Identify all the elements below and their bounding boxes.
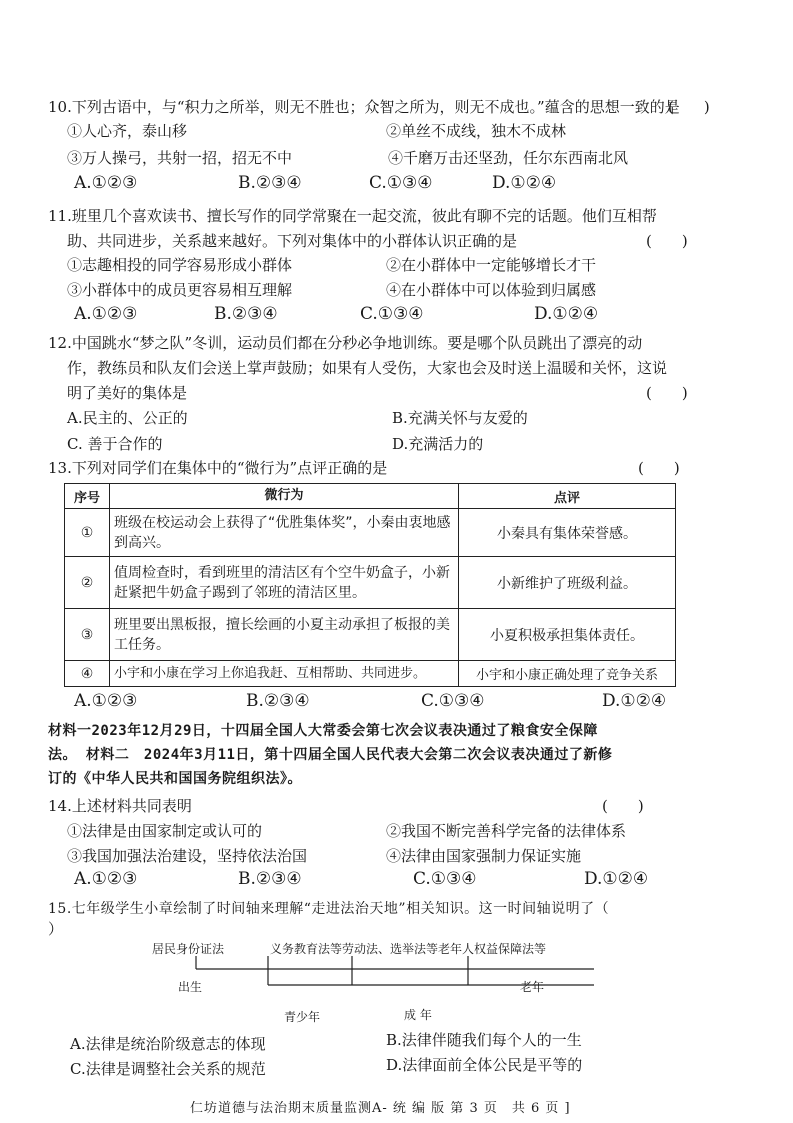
timeline-label-youth: 青少年 <box>284 1010 321 1024</box>
q10-choice-c: C.①③④ <box>369 173 433 193</box>
q13-choice-a: A.①②③ <box>74 691 138 711</box>
q10-choice-d: D.①②④ <box>492 173 557 193</box>
q12-stem-line1: 12.中国跳水“梦之队”冬训，运动员们都在分秒必争地训练。要是哪个队员跳出了漂亮的动 <box>48 334 643 352</box>
q10-stem: 10.下列古语中，与“积力之所举，则无不胜也；众智之所为，则无不成也。”蕴含的思想一致的是 <box>48 98 680 116</box>
material-line1: 材料一2023年12月29日，十四届全国人大常委会第七次会议表决通过了粮食安全保障 <box>48 723 598 739</box>
q12-stem-line2: 作，教练员和队友们会送上掌声鼓励；如果有人受伤，大家也会及时送上温暖和关怀，这说 <box>67 359 668 377</box>
q14-option-2: ②我国不断完善科学完备的法律体系 <box>386 822 627 840</box>
page-footer: 仁坊道德与法治期末质量监测A- 统 编 版 第 3 页 共 6 页 ] <box>190 1101 571 1116</box>
q15-stem-line2: ） <box>48 920 64 938</box>
table-cell-comment: 小宇和小康正确处理了竞争关系 <box>459 661 676 687</box>
q10-option-3: ③万人操弓，共射一招，招无不中 <box>67 149 293 167</box>
q10-option-4: ④千磨万击还坚劲，任尔东西南北风 <box>388 149 629 167</box>
timeline-label-old-age: 老年 <box>520 980 545 994</box>
q13-choice-b: B.②③④ <box>246 691 310 711</box>
q11-choice-a: A.①②③ <box>74 304 138 324</box>
q11-choice-d: D.①②④ <box>534 304 599 324</box>
material-line3: 订的《中华人民共和国国务院组织法》。 <box>48 771 302 787</box>
q12-answer-paren: ( ) <box>646 384 688 402</box>
q14-answer-paren: ( ) <box>602 797 644 815</box>
table-cell-no: ② <box>65 557 110 609</box>
material-line2: 法。 材料二 2024年3月11日，第十四届全国人民代表大会第二次会议表决通过了新修 <box>48 747 613 763</box>
q11-choice-b: B.②③④ <box>214 304 278 324</box>
q14-stem: 14.上述材料共同表明 <box>48 797 192 815</box>
q10-option-2: ②单丝不成线，独木不成林 <box>386 122 567 140</box>
table-header: 序号 <box>65 484 110 509</box>
table-cell-act: 班级在校运动会上获得了“优胜集体奖”，小秦由衷地感到高兴。 <box>110 509 459 557</box>
q14-option-4: ④法律由国家强制力保证实施 <box>386 847 582 865</box>
q10-choice-a: A.①②③ <box>74 173 138 193</box>
timeline-label-birth: 出生 <box>178 980 203 994</box>
table-cell-comment: 小夏积极承担集体责任。 <box>459 609 676 661</box>
q15-choice-a: A.法律是统治阶级意志的体现 <box>70 1035 266 1053</box>
q14-choice-d: D.①②④ <box>584 869 649 889</box>
timeline-label-laws: 义务教育法等劳动法、选举法等老年人权益保障法等 <box>270 942 547 956</box>
table-cell-comment: 小秦具有集体荣誉感。 <box>459 509 676 557</box>
table-cell-no: ④ <box>65 661 110 687</box>
q15-choice-c: C.法律是调整社会关系的规范 <box>70 1060 266 1078</box>
q12-choice-a: A.民主的、公正的 <box>67 409 188 427</box>
q12-stem-line3: 明了美好的集体是 <box>67 384 188 402</box>
q11-answer-paren: ( ) <box>646 232 688 250</box>
q15-choice-b: B.法律伴随我们每个人的一生 <box>386 1031 582 1049</box>
timeline-label-id-card-law: 居民身份证法 <box>152 942 225 956</box>
q10-choice-b: B.②③④ <box>238 173 302 193</box>
q11-option-1: ①志趣相投的同学容易形成小群体 <box>67 256 293 274</box>
q11-stem-line1: 11.班里几个喜欢读书、擅长写作的同学常聚在一起交流，彼此有聊不完的话题。他们互相帮 <box>48 207 657 225</box>
q13-answer-paren: ( ) <box>638 459 680 477</box>
q15-stem-line1: 15.七年级学生小章绘制了时间轴来理解“走进法治天地”相关知识。这一时间轴说明了（ <box>48 901 610 917</box>
q11-stem-line2: 助、共同进步，关系越来越好。下列对集体中的小群体认识正确的是 <box>67 232 518 250</box>
q11-choice-c: C.①③④ <box>360 304 424 324</box>
q11-option-4: ④在小群体中可以体验到归属感 <box>386 281 597 299</box>
table-header: 微行为 <box>110 484 459 509</box>
table-cell-no: ① <box>65 509 110 557</box>
q13-choice-d: D.①②④ <box>602 691 667 711</box>
q14-choice-b: B.②③④ <box>238 869 302 889</box>
q14-choice-a: A.①②③ <box>74 869 138 889</box>
table-header: 点评 <box>459 484 676 509</box>
table-cell-act: 值周检查时，看到班里的清洁区有个空牛奶盒子，小新赶紧把牛奶盒子踢到了邻班的清洁区里。 <box>110 557 459 609</box>
q14-choice-c: C.①③④ <box>413 869 477 889</box>
q14-option-3: ③我国加强法治建设，坚持依法治国 <box>67 847 308 865</box>
q15-choice-d: D.法律面前全体公民是平等的 <box>386 1056 583 1074</box>
q12-choice-b: B.充满关怀与友爱的 <box>392 409 528 427</box>
q12-choice-d: D.充满活力的 <box>392 435 484 453</box>
q12-choice-c: C. 善于合作的 <box>67 435 163 453</box>
timeline-label-adult: 成 年 <box>404 1008 432 1022</box>
q13-stem: 13.下列对同学们在集体中的“微行为”点评正确的是 <box>48 459 388 477</box>
q11-option-3: ③小群体中的成员更容易相互理解 <box>67 281 293 299</box>
table-cell-comment: 小新维护了班级利益。 <box>459 557 676 609</box>
q10-option-1: ①人心齐，泰山移 <box>67 122 188 140</box>
q11-option-2: ②在小群体中一定能够增长才干 <box>386 256 597 274</box>
q10-answer-paren: ( ) <box>668 98 710 116</box>
table-cell-no: ③ <box>65 609 110 661</box>
q14-option-1: ①法律是由国家制定或认可的 <box>67 822 263 840</box>
table-cell-act: 小宇和小康在学习上你追我赶、互相帮助、共同进步。 <box>110 661 459 687</box>
table-cell-act: 班里要出黑板报，擅长绘画的小夏主动承担了板报的美工任务。 <box>110 609 459 661</box>
q13-choice-c: C.①③④ <box>421 691 485 711</box>
